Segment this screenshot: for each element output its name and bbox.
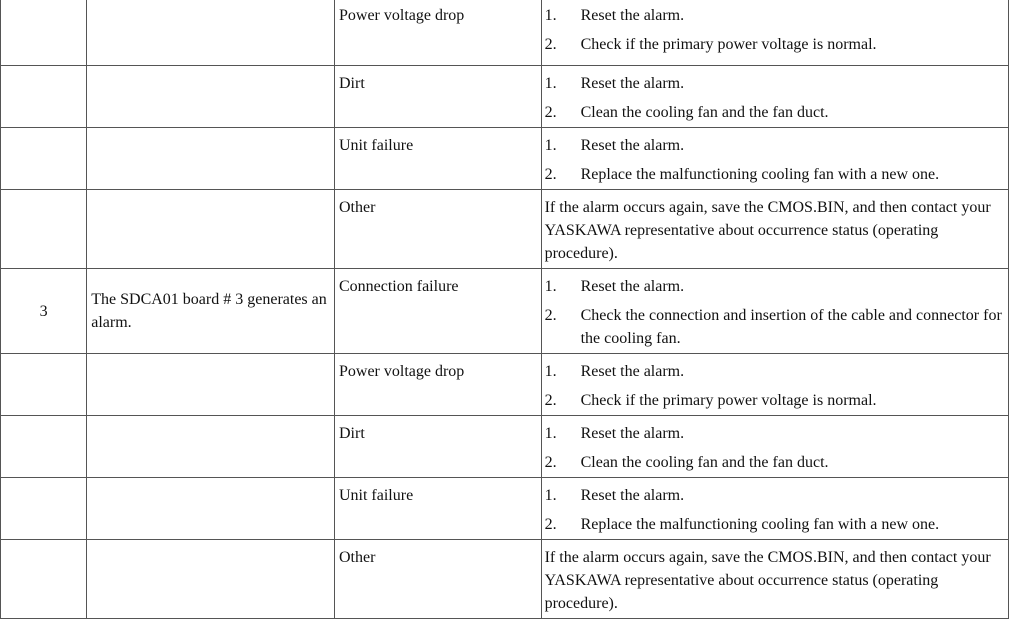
- step-text: Replace the malfunctioning cooling fan with a new one.: [580, 166, 940, 183]
- table-row: [1, 66, 1009, 128]
- remedy-steps: [545, 72, 1004, 124]
- cause-cell: Other: [334, 540, 541, 619]
- remedy-text: If the alarm occurs again, save the CMOS.BIN, and then contact your YASKAWA representative about occurrence status (operating procedure).: [544, 199, 991, 262]
- step-number: 2.: [544, 166, 557, 183]
- remedy-step: [545, 163, 1004, 186]
- remedy-step: [545, 484, 1004, 507]
- table-row: [1, 0, 1009, 66]
- cause-cell: Dirt: [334, 416, 541, 478]
- step-text: Replace the malfunctioning cooling fan with a new one.: [580, 516, 940, 533]
- step-number: 2.: [544, 307, 557, 324]
- alarm-cause-cell: [87, 128, 335, 190]
- step-text: Reset the alarm.: [580, 487, 685, 504]
- step-number: 1.: [544, 425, 557, 442]
- step-text: Reset the alarm.: [580, 137, 685, 154]
- step-text: Reset the alarm.: [580, 425, 685, 442]
- remedy-step: [545, 513, 1004, 536]
- cause-cell: Other: [334, 190, 541, 269]
- alarm-number-cell: [1, 66, 87, 128]
- cause-cell: Power voltage drop: [334, 354, 541, 416]
- remedy-step: [545, 4, 1004, 27]
- table-row: [1, 128, 1009, 190]
- step-number: 1.: [544, 487, 557, 504]
- remedy-step: [545, 451, 1004, 474]
- alarm-number-cell: 3: [1, 269, 87, 354]
- remedy-step: [545, 389, 1004, 412]
- step-number: 1.: [544, 7, 557, 24]
- remedy-steps: [545, 134, 1004, 186]
- remedy-cell: [541, 0, 1008, 66]
- remedy-steps: [545, 275, 1004, 350]
- step-text: Check if the primary power voltage is normal.: [580, 36, 877, 53]
- alarm-number-cell: [1, 478, 87, 540]
- step-text: Check the connection and insertion of the cable and connector for the cooling fan.: [580, 307, 1002, 347]
- table-row: [1, 269, 1009, 354]
- step-text: Clean the cooling fan and the fan duct.: [580, 454, 829, 471]
- remedy-text: If the alarm occurs again, save the CMOS.BIN, and then contact your YASKAWA representative about occurrence status (operating procedure).: [544, 549, 991, 612]
- cause-cell: Connection failure: [334, 269, 541, 354]
- remedy-step: [545, 33, 1004, 56]
- step-number: 2.: [544, 454, 557, 471]
- remedy-step: [545, 72, 1004, 95]
- table-row: [1, 478, 1009, 540]
- alarm-cause-cell: [87, 416, 335, 478]
- cause-cell: Unit failure: [334, 478, 541, 540]
- alarm-number-cell: [1, 354, 87, 416]
- alarm-number-cell: [1, 0, 87, 66]
- remedy-step: [545, 304, 1004, 350]
- remedy-steps: [545, 360, 1004, 412]
- step-number: 2.: [544, 104, 557, 121]
- remedy-cell: [541, 478, 1008, 540]
- remedy-step: [545, 422, 1004, 445]
- step-text: Reset the alarm.: [580, 7, 685, 24]
- table-row: [1, 354, 1009, 416]
- remedy-steps: [545, 484, 1004, 536]
- cause-cell: Dirt: [334, 66, 541, 128]
- remedy-steps: [545, 422, 1004, 474]
- step-text: Reset the alarm.: [580, 75, 685, 92]
- alarm-number-cell: [1, 190, 87, 269]
- alarm-cause-cell: [87, 354, 335, 416]
- step-number: 2.: [544, 392, 557, 409]
- step-text: Clean the cooling fan and the fan duct.: [580, 104, 829, 121]
- alarm-cause-cell: [87, 0, 335, 66]
- step-number: 1.: [544, 137, 557, 154]
- step-text: Reset the alarm.: [580, 278, 685, 295]
- remedy-step: [545, 134, 1004, 157]
- remedy-step: [545, 275, 1004, 298]
- remedy-cell: [541, 128, 1008, 190]
- alarm-cause-cell: The SDCA01 board # 3 generates an alarm.: [87, 269, 335, 354]
- step-text: Check if the primary power voltage is normal.: [580, 392, 877, 409]
- remedy-cell: [541, 354, 1008, 416]
- remedy-cell: [541, 269, 1008, 354]
- alarm-number-cell: [1, 416, 87, 478]
- remedy-step: [545, 101, 1004, 124]
- cause-cell: Power voltage drop: [334, 0, 541, 66]
- step-text: Reset the alarm.: [580, 363, 685, 380]
- remedy-steps: [545, 4, 1004, 56]
- alarm-cause-cell: [87, 540, 335, 619]
- alarm-cause-cell: [87, 190, 335, 269]
- step-number: 2.: [544, 516, 557, 533]
- step-number: 1.: [544, 363, 557, 380]
- table-row: [1, 540, 1009, 619]
- table-row: [1, 190, 1009, 269]
- alarm-cause-cell: [87, 478, 335, 540]
- table-row: [1, 416, 1009, 478]
- remedy-cell: [541, 66, 1008, 128]
- step-number: 2.: [544, 36, 557, 53]
- remedy-step: [545, 360, 1004, 383]
- alarm-number-cell: [1, 540, 87, 619]
- remedy-cell: [541, 190, 1008, 269]
- remedy-cell: [541, 540, 1008, 619]
- alarm-cause-cell: [87, 66, 335, 128]
- cause-cell: Unit failure: [334, 128, 541, 190]
- step-number: 1.: [544, 75, 557, 92]
- step-number: 1.: [544, 278, 557, 295]
- alarm-number-cell: [1, 128, 87, 190]
- remedy-cell: [541, 416, 1008, 478]
